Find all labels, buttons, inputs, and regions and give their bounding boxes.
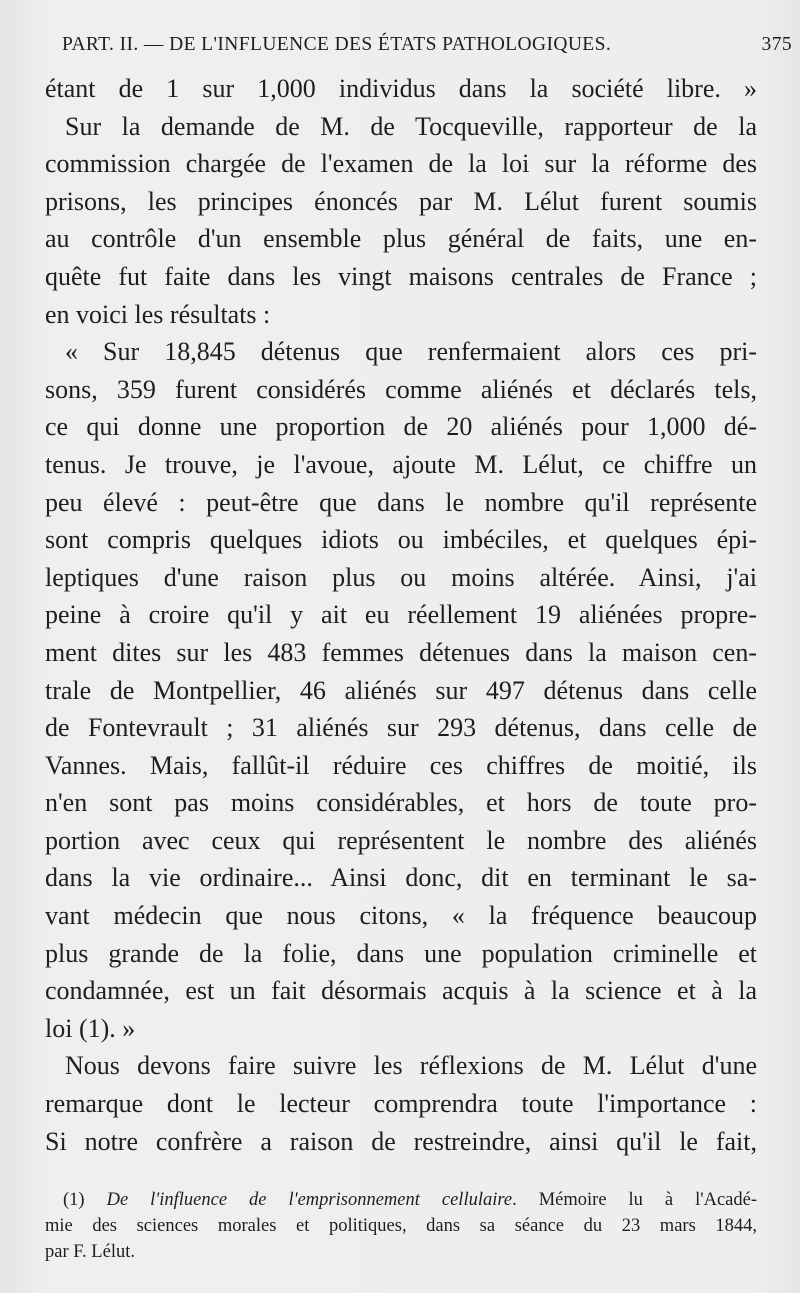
text-line: en voici les résultats : — [45, 299, 271, 329]
text-line: ment dites sur les 483 femmes détenues dans la maison cen- — [45, 637, 757, 667]
text-line: Si notre confrère a raison de restreindre, ainsi qu'il le fait, — [45, 1126, 757, 1156]
text-line: Nous devons faire suivre les réflexions de M. Lélut d'une — [65, 1051, 757, 1081]
footnote-line: par F. Lélut. — [45, 1242, 135, 1262]
text-line: vant médecin que nous citons, « la fréquence beaucoup — [45, 901, 757, 931]
text-line: condamnée, est un fait désormais acquis à la science et à la — [45, 976, 757, 1006]
text-line: « Sur 18,845 détenus que renfermaient alors ces pri- — [65, 337, 757, 367]
text-line: portion avec ceux qui représentent le nombre des aliénés — [45, 825, 757, 855]
running-header — [62, 34, 792, 68]
body-text — [45, 70, 757, 1160]
footnote-line — [45, 1187, 757, 1213]
text-line: au contrôle d'un ensemble plus général de faits, une en- — [45, 224, 757, 254]
page-number: 375 — [761, 34, 792, 55]
text-line: Sur la demande de M. de Tocqueville, rapporteur de la — [65, 111, 757, 141]
text-line: peine à croire qu'il y ait eu réellement 19 aliénées propre- — [45, 600, 757, 630]
text-line: sont compris quelques idiots ou imbéciles, et quelques épi- — [45, 525, 757, 555]
text-line: quête fut faite dans les vingt maisons centrales de France ; — [45, 261, 757, 291]
text-line: leptiques d'une raison plus ou moins altérée. Ainsi, j'ai — [45, 562, 757, 592]
text-line: peu élevé : peut-être que dans le nombre qu'il représente — [45, 487, 757, 517]
text-line: Vannes. Mais, fallût-il réduire ces chiffres de moitié, ils — [45, 750, 757, 780]
text-line: loi (1). » — [45, 1013, 136, 1043]
footnote-work-title: De l'influence de l'emprisonnement cellulaire — [106, 1190, 513, 1210]
text-line: n'en sont pas moins considérables, et hors de toute pro- — [45, 788, 757, 818]
text-line: remarque dont le lecteur comprendra toute l'importance : — [45, 1089, 757, 1119]
text-line: dans la vie ordinaire... Ainsi donc, dit en terminant le sa- — [45, 863, 757, 893]
footnote-line: mie des sciences morales et politiques, dans sa séance du 23 mars 1844, — [45, 1216, 757, 1236]
text-line: de Fontevrault ; 31 aliénés sur 293 détenus, dans celle de — [45, 713, 757, 743]
text-line: prisons, les principes énoncés par M. Lélut furent soumis — [45, 186, 757, 216]
text-line: plus grande de la folie, dans une population criminelle et — [45, 938, 757, 968]
text-line: tenus. Je trouve, je l'avoue, ajoute M. Lélut, ce chiffre un — [45, 449, 757, 479]
text-line: ce qui donne une proportion de 20 aliénés pour 1,000 dé- — [45, 412, 757, 442]
footnote-marker: (1) — [63, 1190, 85, 1210]
running-title: PART. II. — DE L'INFLUENCE DES ÉTATS PATHOLOGIQUES. — [62, 34, 612, 55]
footnote — [45, 1187, 757, 1265]
footnote-text: . Mémoire lu à l'Acadé- — [512, 1190, 757, 1210]
text-line: sons, 359 furent considérés comme aliénés et déclarés tels, — [45, 374, 757, 404]
text-line: étant de 1 sur 1,000 individus dans la société libre. » — [45, 74, 757, 103]
text-line: trale de Montpellier, 46 aliénés sur 497 détenus dans celle — [45, 675, 757, 705]
text-line: commission chargée de l'examen de la loi sur la réforme des — [45, 149, 757, 179]
